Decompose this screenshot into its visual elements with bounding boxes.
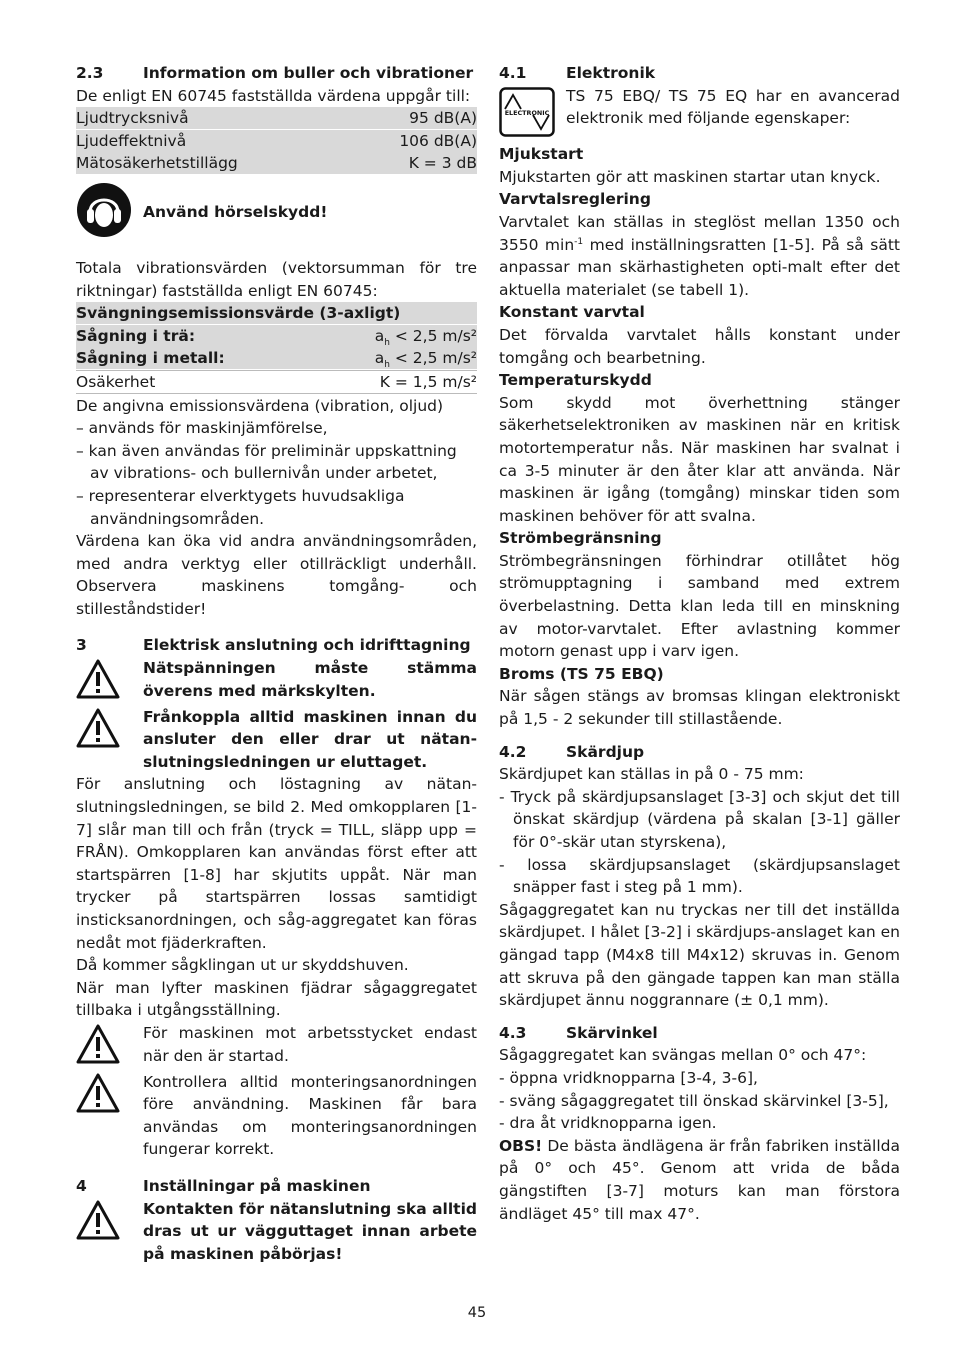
section-heading-4: 4 Inställningar på maskinen (76, 1176, 371, 1195)
connection-text: För anslutning och löstagning av nätan-slutningsledningen, se bild 2. Med omkopplaren [1-7] slår man till och från (tryck = TILL, släpp upp = FRÅN). Omkopplaren kan användas först efter att startspärren [1-8] har skjutits uppåt. När man trycker på startspärren lossas samtidigt insticksanordningen, och såg-aggregatet kan föras nedåt mot fjäderkraften. (76, 775, 477, 952)
section-heading-4-1: 4.1 Elektronik (499, 64, 656, 82)
vibration-row-metal: Sågning i metall: $a_h < 2,5$ m/s² (76, 349, 477, 371)
obs-note: OBS! De bästa ändlägena är från fabriken inställda på 0° och 45°. Genom att vrida de båda gängstiften [3-7] moturs kan man förstora ändläget 45° till max 47°. (499, 1136, 900, 1223)
vibration-intro: Totala vibrationsvärden (vektorsumman för tre riktningar) fastställda enligt EN 60745: (76, 258, 477, 300)
warning-triangle-icon (76, 657, 143, 706)
list-item: - sväng sågaggregatet till önskad skärvinkel [3-5], (499, 1091, 889, 1110)
list-item: - öppna vridknopparna [3-4, 3-6], (499, 1068, 758, 1087)
warning-triangle-icon (76, 1022, 143, 1071)
electronic-icon (499, 85, 566, 144)
vibration-row-uncertainty: Osäkerhet K = 1,5 m/s² (76, 370, 477, 394)
electronic-intro: ELECTRONIC TS 75 EBQ/ TS 75 EQ har en avancerad elektronik med följande egenskaper: (499, 85, 900, 144)
section-heading-3: 3 Elektrisk anslutning och idrifttagning (76, 636, 471, 655)
vibration-row-wood: Sågning i trä: $a_h < 2,5$ m/s² (76, 326, 477, 348)
connection-text-3: När man lyfter maskinen fjädrar sågaggregatet tillbaka i utgångsställning. (76, 978, 477, 1020)
list-item: – representerar elverktygets huvudsakliga användningsområden. (76, 486, 405, 528)
left-column (76, 62, 477, 1265)
section-heading-4-3: 4.3 Skärvinkel (499, 1023, 658, 1042)
hearing-notice: Använd hörselskydd! (76, 180, 477, 245)
warning-block: Kontrollera alltid monteringsanordningen före användning. Maskinen får bara användas om monteringsanordningen fungerar korrekt. (76, 1071, 477, 1161)
warning-triangle-icon (76, 1071, 143, 1120)
list-item: – används för maskinjämförelse, (76, 419, 328, 438)
warning-block: Kontakten för nätanslutning ska alltid dras ut ur vägguttaget innan arbete på maskinen påbörjas! (76, 1198, 477, 1266)
warning-triangle-icon (76, 706, 143, 755)
vibration-header: Svängningsemissionsvärde (3-axligt) (76, 302, 477, 324)
svg-text:ELECTRONIC: ELECTRONIC (504, 108, 550, 117)
warning-block: Nätspänningen måste stämma överens med märkskylten. (76, 657, 477, 706)
warning-block: Frånkoppla alltid maskinen innan du ansluter den eller drar ut nätan-slutningsledningen ur eluttaget. (76, 706, 477, 774)
list-item: – kan även användas för preliminär uppskattning av vibrations- och bullernivån under arbetet, (76, 441, 457, 483)
warning-triangle-icon (76, 1198, 143, 1247)
speed-text: Varvtalet kan ställas in steglöst mellan 1350 och 3550 $\min^{-1}$ med inställningsratten [1-5]. På så sätt anpassar man skärhastigheten opti-malt efter det aktuella materialet (se tabell 1). (499, 212, 900, 299)
hearing-protection-icon (76, 180, 143, 245)
closing-text: Värdena kan öka vid andra användningsområden, med andra verktyg eller otillräckligt underhåll. Observera maskinens tomgång- och stilleståndstider! (76, 532, 477, 618)
page-number: 45 (467, 1305, 487, 1321)
warning-block: För maskinen mot arbetsstycket endast när den är startad. (76, 1022, 477, 1071)
list-item: - lossa skärdjupsanslaget (skärdjupsanslaget snäpper fast i steg på 1 mm). (499, 855, 900, 897)
list-item: - dra åt vridknopparna igen. (499, 1114, 717, 1133)
noise-intro: De enligt EN 60745 fastställda värdena uppgår till: (76, 86, 471, 105)
section-heading-4-2: 4.2 Skärdjup (499, 742, 645, 761)
right-column: 4.1 Elektronik ELECTRONIC TS 75 EBQ/ TS 75 EQ har en avancerad elektronik med följande egenskaper: Mjukstart Mjukstarten gör att maskinen startar utan knyck. Varvtalsreglering Varvtalet kan ställas in steglöst mellan 1350 och 3550 $\min^{-1}$ med inställningsratten [1-5]. På så sätt anpassar man skärhastigheten opti-malt efter det aktuella materialet (se tabell 1). Konstant varvtal Det förvalda varvtalet hålls konstant under tomgång och bearbetning. Temperaturskydd Som skydd mot överhettning stänger säkerhetselektroniken av maskinen när en kritisk motortemperatur nås. När maskinen har svalnat i ca 3-5 minuter är den åter klar att använda. När maskinen är igång (tomgång) minskar tiden som maskinen behöver för att svalna. Strömbegränsning Strömbegränsningen förhindrar otillåtet hög strömupptagning i samband med extrem överbelastning. Detta klan leda till en minskning av motor-varvtalet. Efter avlastning kommer motorn genast upp i varv igen. Broms (TS 75 EBQ) När sågen stängs av bromsas klingan elektroniskt på 1,5 - 2 sekunder till stillastående. 4.2 Skärdjup Skärdjupet kan ställas in på 0 - 75 mm: - Tryck på skärdjupsanslaget [3-3] och skjut det till önskat skärdjup (värdena på skalan [3-1] gäller för 0°-skär utan styrskena), - lossa skärdjupsanslaget (skärdjupsanslaget snäpper fast i steg på 1 mm). Sågaggregatet kan nu tryckas ner till det inställda skärdjupet. I hålet [3-2] i skärdjups-anslaget kan en gängad tapp (M4x8 till M4x12) skruvas in. Genom att skruva på den gängade tappen kan man ställa skärdjupet ännu noggrannare (± 0,1 mm). 4.3 Skärvinkel Sågaggregatet kan svängas mellan 0° och 47°: - öppna vridknopparna [3-4, 3-6], - sväng sågaggregatet till önskad skärvinkel [3-5], - dra åt vridknopparna igen. OBS! De bästa ändlägena är från fabriken inställda på 0° och 45°. Genom att vrida de båda gängstiften [3-7] moturs kan man förstora ändläget 45° till max 47°. (499, 62, 900, 1225)
section-heading-2-3: 2.3 Information om buller och vibrationer (76, 64, 474, 82)
noise-row: Ljudeffektnivå 106 dB(A) (76, 131, 477, 150)
noise-row: Ljudtrycksnivå 95 dB(A) (76, 109, 477, 128)
connection-text-2: Då kommer sågklingan ut ur skyddshuven. (76, 956, 409, 975)
noise-row: Mätosäkerhetstillägg K = 3 dB (76, 154, 477, 173)
list-item: - Tryck på skärdjupsanslaget [3-3] och skjut det till önskat skärdjup (värdena på skalan [3-1] gäller för 0°-skär utan styrskena), (499, 787, 900, 851)
emission-text: De angivna emissionsvärdena (vibration, oljud) (76, 396, 444, 415)
